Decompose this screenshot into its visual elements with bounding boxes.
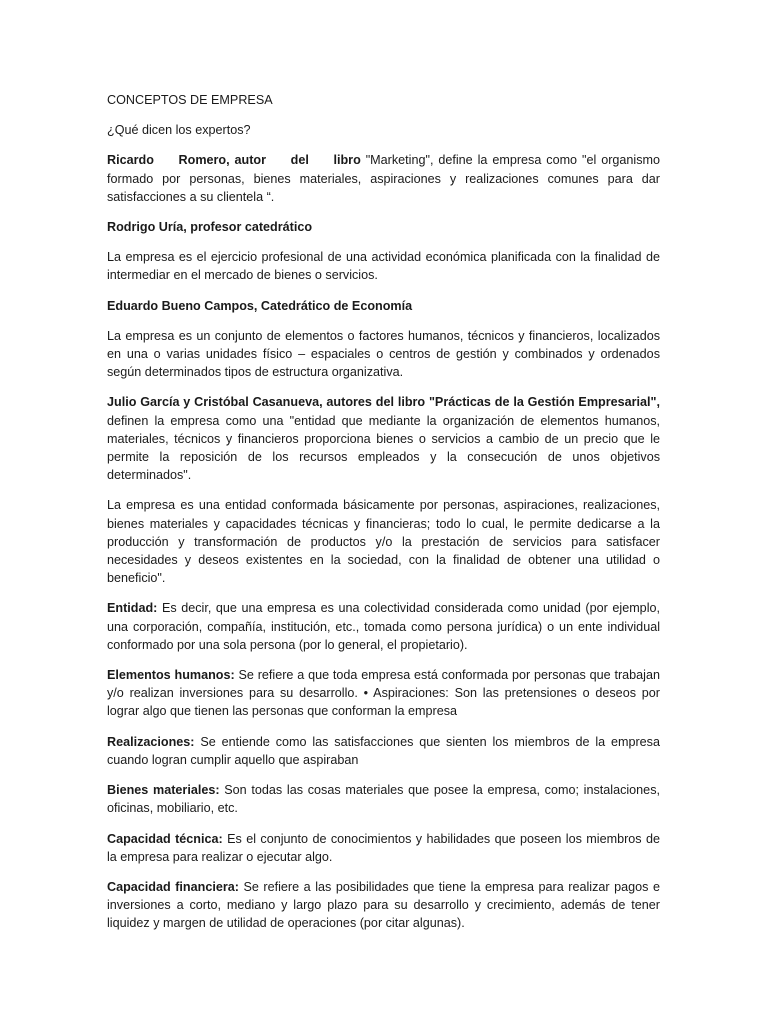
paragraph-lead: Julio García y Cristóbal Casanueva, autores del libro "Prácticas de la Gestión Empresarial", <box>107 395 660 410</box>
paragraph-entidad <box>107 599 660 654</box>
paragraph-lead: Ricardo Romero, autor del libro <box>107 153 361 168</box>
document-body <box>107 91 660 945</box>
term-definition: Es el conjunto de conocimientos y habilidades que poseen los miembros de la empresa para realizar o ejecutar algo. <box>107 831 660 864</box>
paragraph-realizaciones <box>107 733 660 769</box>
term-label: Entidad: <box>107 601 158 616</box>
document-title: CONCEPTOS DE EMPRESA <box>107 93 273 107</box>
paragraph-capacidad-tecnica <box>107 830 660 866</box>
term-definition: Se entiende como las satisfacciones que sienten los miembros de la empresa cuando logran cumplir aquello que aspiraban <box>107 734 660 767</box>
heading-rodrigo-uria <box>107 218 660 236</box>
term-definition: Se refiere a las posibilidades que tiene la empresa para realizar pagos e inversiones a corto, mediano y largo plazo para su desarrollo y crecimiento, además de tener liquidez y margen de utilidad de operaciones (por citar algunas). <box>107 879 660 931</box>
term-label: Capacidad financiera: <box>107 879 239 894</box>
term-label: Capacidad técnica: <box>107 831 223 846</box>
paragraph-text: La empresa es el ejercicio profesional de una actividad económica planificada con la finalidad de intermediar en el mercado de bienes o servicios. <box>107 250 660 283</box>
paragraph-garcia-casanueva <box>107 393 660 484</box>
term-definition: Son todas las cosas materiales que posee la empresa, como; instalaciones, oficinas, mobiliario, etc. <box>107 783 660 816</box>
paragraph-text: La empresa es un conjunto de elementos o factores humanos, técnicos y financieros, localizados en una o varias unidades físico – espaciales o centros de gestión y combinados y ordenados según determinados tipos de estructura organizativa. <box>107 328 660 380</box>
term-label: Realizaciones: <box>107 734 195 749</box>
term-label: Bienes materiales: <box>107 783 220 798</box>
heading-eduardo-bueno <box>107 297 660 315</box>
paragraph-capacidad-financiera <box>107 878 660 933</box>
paragraph-text: La empresa es una entidad conformada básicamente por personas, aspiraciones, realizaciones, bienes materiales y capacidades técnicas y financieras; todo lo cual, le permite dedicarse a la producción y transformación de productos y/o la prestación de servicios para satisfacer necesidades y deseos existentes en la sociedad, con la finalidad de obtener una utilidad o beneficio". <box>107 498 660 586</box>
paragraph-lead: Eduardo Bueno Campos, Catedrático de Economía <box>107 298 413 313</box>
paragraph-text: "Marketing", define la empresa como "el organismo formado por personas, bienes materiales, aspiraciones y realizaciones comunes para dar satisfacciones a su clientela “. <box>107 153 660 204</box>
term-definition: Se refiere a que toda empresa está conformada por personas que trabajan y/o realizan inversiones para su desarrollo. • Aspiraciones: Son las pretensiones o deseos por lograr algo que tienen las personas que conforman la empresa <box>107 668 660 719</box>
paragraph-ricardo-romero <box>107 151 660 206</box>
term-definition: Es decir, que una empresa es una colectividad considerada como unidad (por ejemplo, una corporación, compañía, institución, etc., tomada como persona jurídica) o un ente individual conformado por una sola persona (por lo general, el propietario). <box>107 601 660 652</box>
paragraph-text: definen la empresa como una "entidad que mediante la organización de elementos humanos, materiales, técnicos y financieros proporciona bienes o servicios a cambio de un precio que le permite la reposición de los recursos empleados y la consecución de unos objetivos determinados". <box>107 413 660 483</box>
paragraph-lead: Rodrigo Uría, profesor catedrático <box>107 220 313 235</box>
paragraph-bienes-materiales <box>107 781 660 817</box>
paragraph-bueno-definition <box>107 327 660 382</box>
term-label: Elementos humanos: <box>107 668 235 683</box>
paragraph-elementos-humanos <box>107 666 660 721</box>
document-subtitle: ¿Qué dicen los expertos? <box>107 123 251 138</box>
paragraph-empresa-entidad <box>107 496 660 587</box>
paragraph-uria-definition <box>107 248 660 284</box>
